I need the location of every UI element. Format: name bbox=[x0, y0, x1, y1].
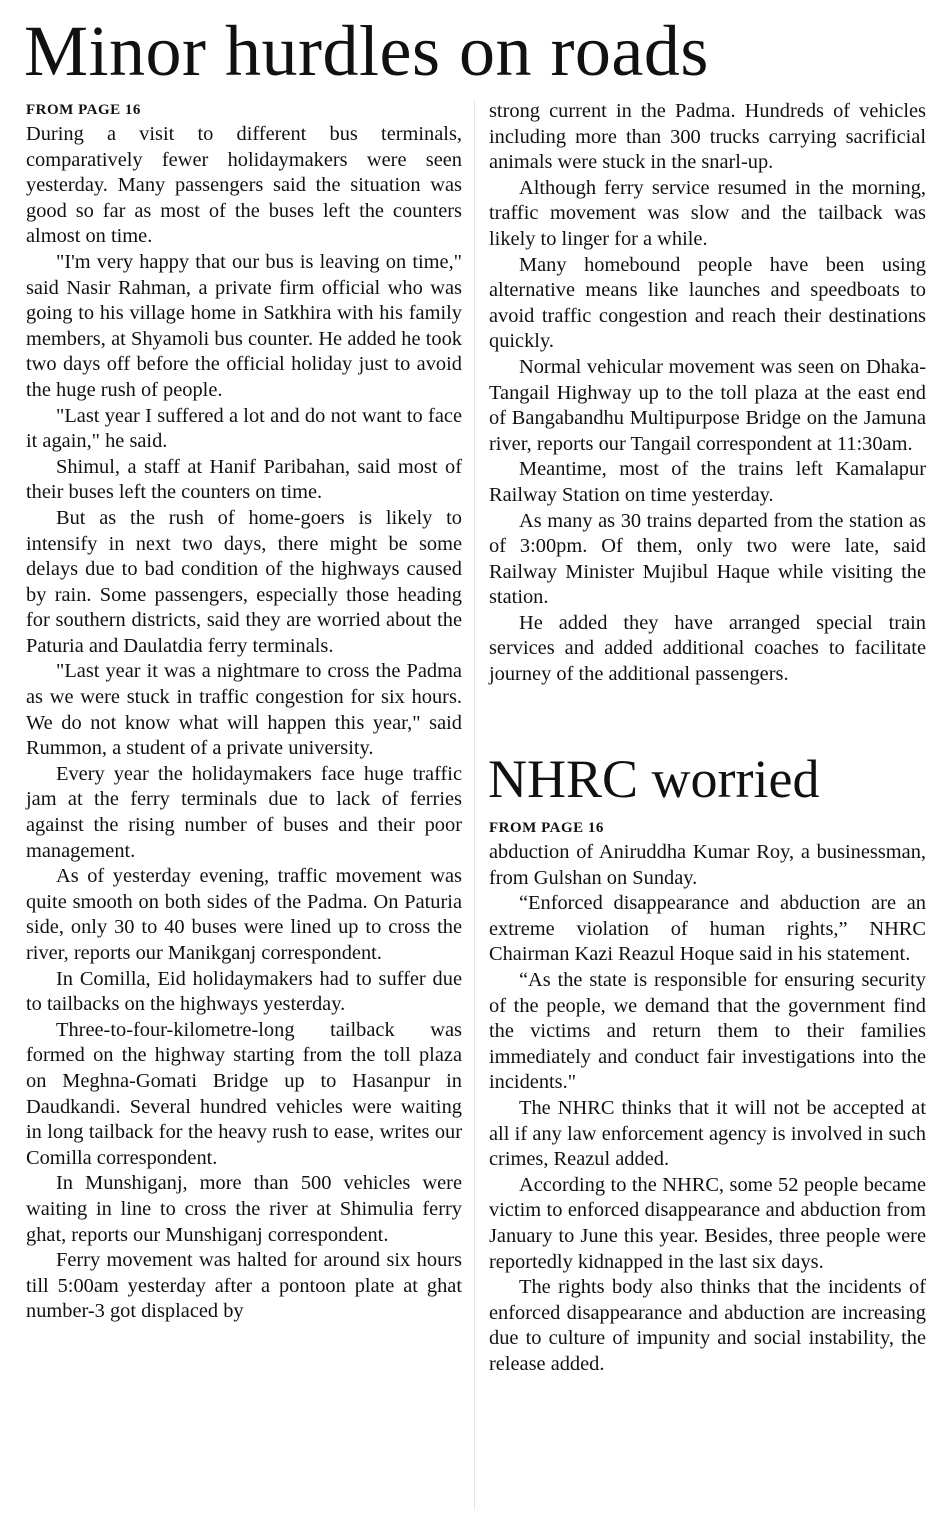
story1-dateline: FROM PAGE 16 bbox=[26, 102, 141, 118]
story1-paragraph: "Last year it was a nightmare to cross the Padma as we were stuck in traffic congestion for six hours. We do not know what will happen this year," said Rummon, a student of a private university. bbox=[26, 660, 462, 760]
story1-paragraph: Although ferry service resumed in the morning, traffic movement was slow and the tailback was likely to linger for a while. bbox=[489, 176, 926, 250]
story1-paragraph: Ferry movement was halted for around six hours till 5:00am yesterday after a pontoon plate at ghat number-3 got displaced by bbox=[26, 1249, 462, 1323]
story1-paragraph: Every year the holidaymakers face huge traffic jam at the ferry terminals due to lack of ferries against the rising number of buses and their poor management. bbox=[26, 762, 462, 862]
story1-paragraph: "Last year I suffered a lot and do not want to face it again," he said. bbox=[26, 404, 462, 453]
story2-column bbox=[489, 817, 926, 1377]
story1-paragraph: strong current in the Padma. Hundreds of vehicles including more than 300 trucks carrying sacrificial animals were stuck in the snarl-up. bbox=[489, 100, 926, 174]
story1-paragraph: "I'm very happy that our bus is leaving on time," said Nasir Rahman, a private firm official who was going to his village home in Satkhira with his family members, at Shyamoli bus counter. He added he took two days off before the official holiday just to avoid the huge rush of people. bbox=[26, 250, 462, 401]
story1-paragraph: Normal vehicular movement was seen on Dhaka-Tangail Highway up to the toll plaza at the east end of Bangabandhu Multipurpose Bridge on the Jamuna river, reports our Tangail correspondent at 11:30am. bbox=[489, 355, 926, 455]
story1-column-left bbox=[26, 99, 462, 1325]
story1-paragraph: Many homebound people have been using alternative means like launches and speedboats to avoid traffic congestion and reach their destinations quickly. bbox=[489, 253, 926, 353]
story1-paragraph: In Comilla, Eid holidaymakers had to suffer due to tailbacks on the highways yesterday. bbox=[26, 967, 462, 1016]
story2-dateline: FROM PAGE 16 bbox=[489, 820, 604, 836]
story2-paragraph: The rights body also thinks that the incidents of enforced disappearance and abduction are increasing due to culture of impunity and social instability, the release added. bbox=[489, 1276, 926, 1375]
story1-paragraph: Meantime, most of the trains left Kamalapur Railway Station on time yesterday. bbox=[489, 458, 926, 506]
story1-column-right bbox=[489, 99, 926, 688]
story2-paragraph: According to the NHRC, some 52 people became victim to enforced disappearance and abduction from January to June this year. Besides, three people were reportedly kidnapped in the last six days. bbox=[489, 1173, 926, 1273]
story1-paragraph: Shimul, a staff at Hanif Paribahan, said most of their buses left the counters on time. bbox=[26, 455, 462, 504]
story1-paragraph: In Munshiganj, more than 500 vehicles were waiting in line to cross the river at Shimulia ferry ghat, reports our Munshiganj correspondent. bbox=[26, 1172, 462, 1246]
story-headline-minor-hurdles: Minor hurdles on roads bbox=[24, 11, 709, 91]
story2-paragraph: abduction of Aniruddha Kumar Roy, a businessman, from Gulshan on Sunday. bbox=[489, 841, 926, 889]
story2-paragraph: The NHRC thinks that it will not be accepted at all if any law enforcement agency is involved in such crimes, Reazul added. bbox=[489, 1096, 926, 1171]
column-divider bbox=[474, 100, 475, 1510]
story1-paragraph: As many as 30 trains departed from the station as of 3:00pm. Of them, only two were late, said Railway Minister Mujibul Haque while visiting the station. bbox=[489, 509, 926, 609]
story1-paragraph: Three-to-four-kilometre-long tailback was formed on the highway starting from the toll plaza on Meghna-Gomati Bridge up to Hasanpur in Daudkandi. Several hundred vehicles were waiting in long tailback for the heavy rush to ease, writes our Comilla correspondent. bbox=[26, 1018, 462, 1169]
story2-paragraph: “As the state is responsible for ensuring security of the people, we demand that the government find the victims and return them to their families immediately and conduct fair investigations into the incidents." bbox=[489, 968, 926, 1094]
story-headline-nhrc-worried: NHRC worried bbox=[488, 749, 820, 809]
story1-paragraph: As of yesterday evening, traffic movement was quite smooth on both sides of the Padma. On Paturia side, only 30 to 40 buses were lined up to cross the river, reports our Manikganj correspondent. bbox=[26, 865, 462, 964]
story2-paragraph: “Enforced disappearance and abduction are an extreme violation of human rights,” NHRC Chairman Kazi Reazul Hoque said in his statement. bbox=[489, 892, 926, 966]
story1-paragraph: During a visit to different bus terminals, comparatively fewer holidaymakers were seen yesterday. Many passengers said the situation was good so far as most of the buses left the counters almost on time. bbox=[26, 123, 462, 248]
story1-paragraph: He added they have arranged special train services and added additional coaches to facilitate journey of the additional passengers. bbox=[489, 611, 926, 686]
story1-paragraph: But as the rush of home-goers is likely to intensify in next two days, there might be some delays due to bad condition of the highways caused by rain. Some passengers, especially those heading for southern districts, said they are worried about the Paturia and Daulatdia ferry terminals. bbox=[26, 506, 462, 657]
